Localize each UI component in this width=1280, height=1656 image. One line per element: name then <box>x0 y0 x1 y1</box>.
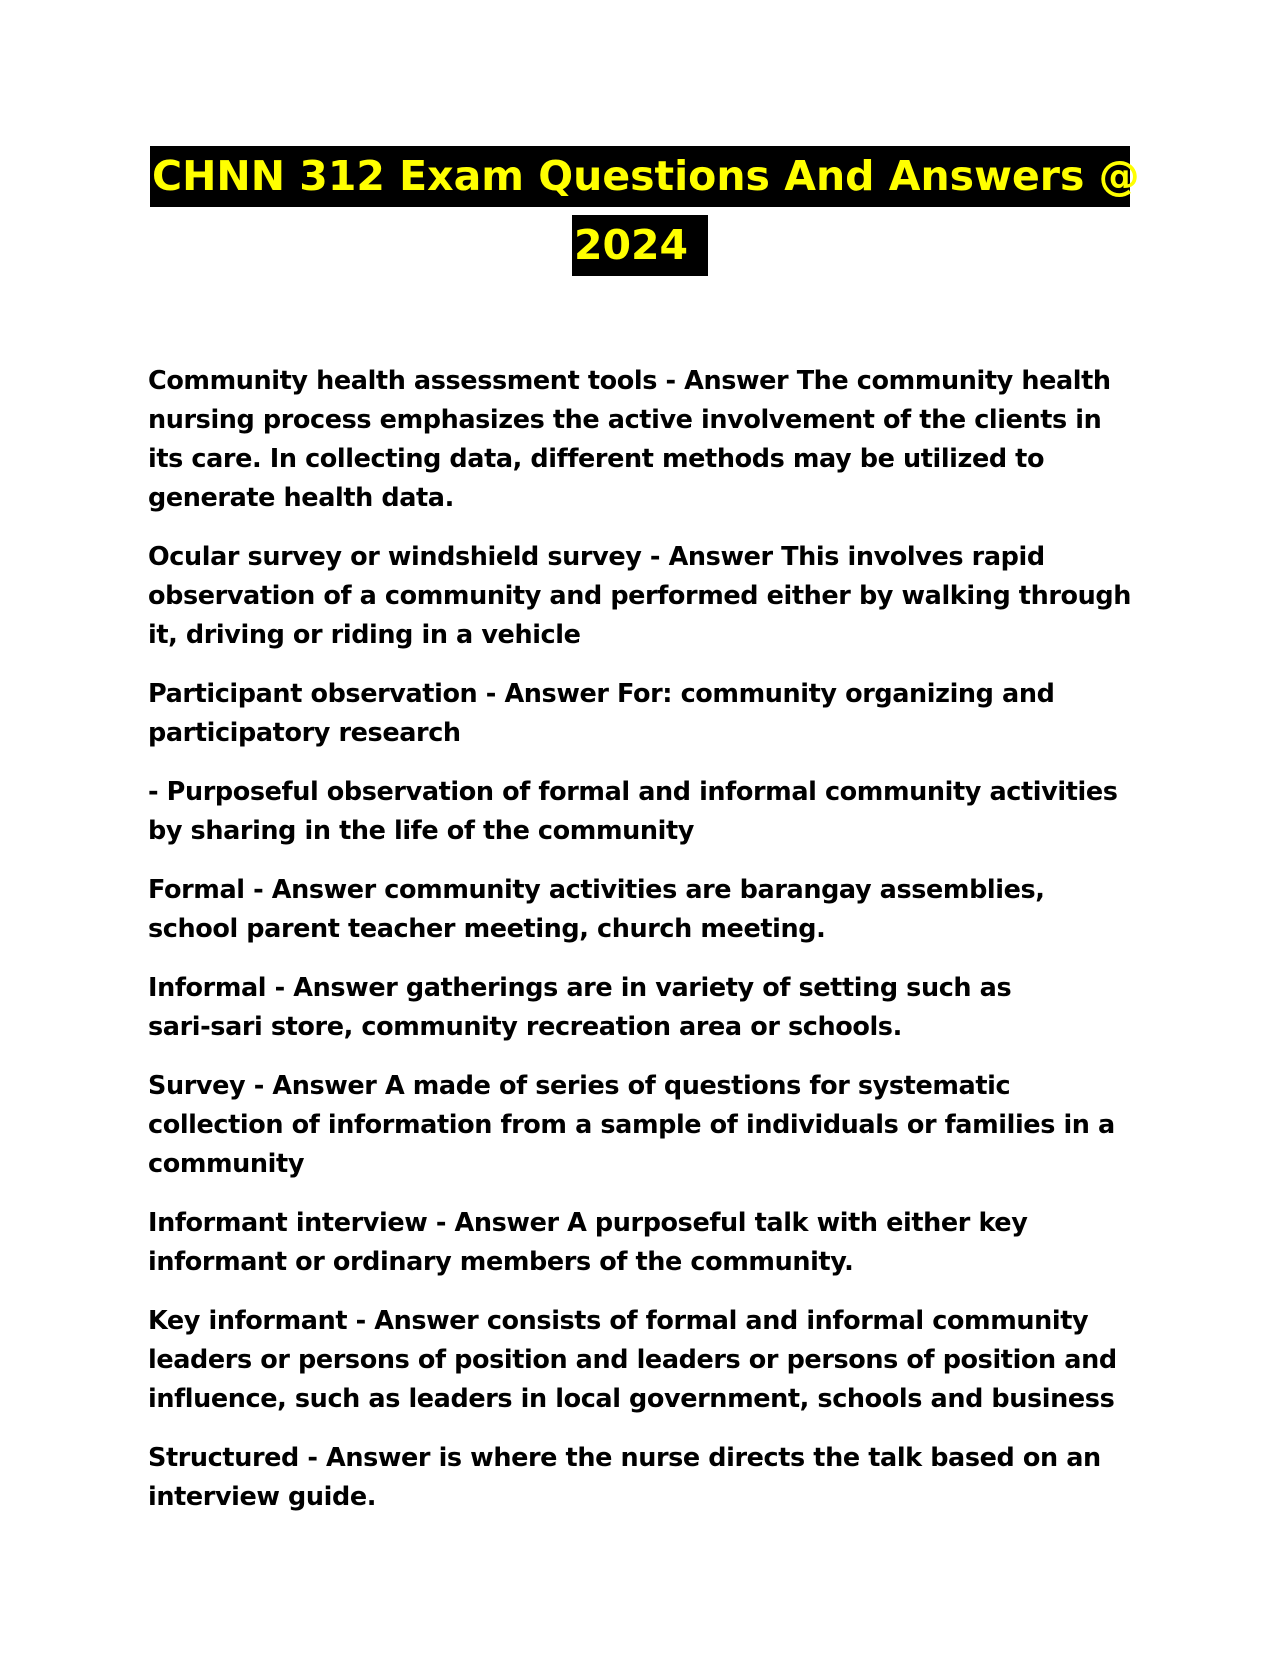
qa-entry-line: Informal - Answer gatherings are in variety of setting such as <box>148 973 1012 1003</box>
qa-entry-line: collection of information from a sample of individuals or families in a <box>148 1110 1115 1140</box>
qa-entry <box>148 1439 1138 1517</box>
qa-entry-line: nursing process emphasizes the active involvement of the clients in <box>148 405 1102 435</box>
title-line-1: CHNN 312 Exam Questions And Answers @ <box>150 146 1130 207</box>
document-body <box>148 362 1138 1537</box>
qa-entry <box>148 871 1138 949</box>
qa-entry-line: community <box>148 1149 305 1179</box>
qa-entry-line: Community health assessment tools - Answer The community health <box>148 366 1111 396</box>
qa-entry-line: generate health data. <box>148 483 454 513</box>
qa-entry-line: observation of a community and performed either by walking through <box>148 581 1131 611</box>
qa-entry-line: leaders or persons of position and leaders or persons of position and <box>148 1345 1117 1375</box>
qa-entry-line: Informant interview - Answer A purposeful talk with either key <box>148 1208 1028 1238</box>
qa-entry-line: it, driving or riding in a vehicle <box>148 620 581 650</box>
qa-entry-line: - Purposeful observation of formal and informal community activities <box>148 777 1118 807</box>
qa-entry-line: interview guide. <box>148 1482 377 1512</box>
qa-entry <box>148 773 1138 851</box>
qa-entry-line: by sharing in the life of the community <box>148 816 694 846</box>
qa-entry <box>148 1204 1138 1282</box>
document-title <box>148 146 1140 276</box>
qa-entry-line: sari-sari store, community recreation area or schools. <box>148 1012 902 1042</box>
qa-entry-line: Participant observation - Answer For: community organizing and <box>148 679 1055 709</box>
qa-entry-line: influence, such as leaders in local government, schools and business <box>148 1384 1115 1414</box>
title-line-2: 2024 <box>572 215 708 276</box>
qa-entry-line: informant or ordinary members of the community. <box>148 1247 854 1277</box>
qa-entry-line: its care. In collecting data, different methods may be utilized to <box>148 444 1045 474</box>
qa-entry <box>148 969 1138 1047</box>
qa-entry-line: school parent teacher meeting, church meeting. <box>148 914 826 944</box>
qa-entry-line: Structured - Answer is where the nurse directs the talk based on an <box>148 1443 1101 1473</box>
qa-entry-line: Key informant - Answer consists of formal and informal community <box>148 1306 1089 1336</box>
qa-entry <box>148 675 1138 753</box>
qa-entry-line: Formal - Answer community activities are barangay assemblies, <box>148 875 1045 905</box>
qa-entry <box>148 362 1138 518</box>
qa-entry <box>148 1067 1138 1184</box>
qa-entry-line: participatory research <box>148 718 461 748</box>
qa-entry <box>148 538 1138 655</box>
qa-entry-line: Ocular survey or windshield survey - Answer This involves rapid <box>148 542 1045 572</box>
qa-entry <box>148 1302 1138 1419</box>
qa-entry-line: Survey - Answer A made of series of questions for systematic <box>148 1071 1011 1101</box>
